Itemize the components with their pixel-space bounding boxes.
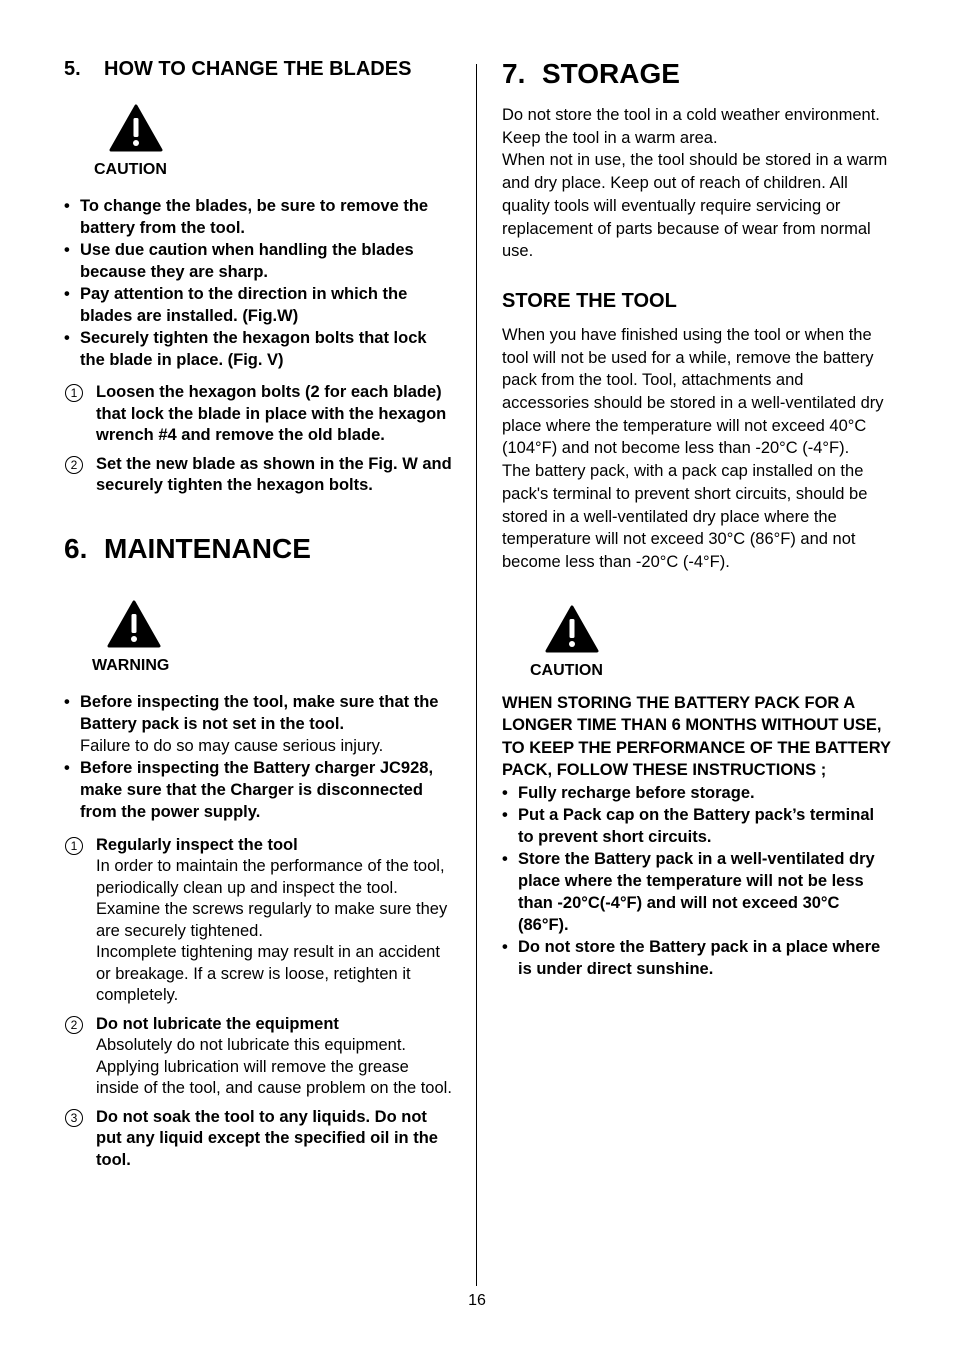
section-number: 5. — [64, 58, 81, 80]
list-item: • Put a Pack cap on the Battery pack’s terminal to prevent short circuits. — [502, 804, 894, 848]
step-line: Applying lubrication will remove the grease inside of the tool, and cause problem on the tool. — [96, 1057, 452, 1097]
blade-caution-list — [64, 195, 454, 371]
step-line: Incomplete tightening may result in an accident or breakage. If a screw is loose, retighten it completely. — [96, 943, 440, 1004]
bullet-normal-text: Failure to do so may cause serious injury. — [80, 736, 384, 755]
page-number: 16 — [468, 1292, 486, 1309]
step-line: Absolutely do not lubricate this equipment. — [96, 1036, 407, 1054]
bullet-bold-text: Before inspecting the tool, make sure that the Battery pack is not set in the tool. — [80, 692, 439, 733]
step-text: Loosen the hexagon bolts (2 for each blade) that lock the blade in place with the hexagon wrench #4 and remove the old blade. — [96, 383, 447, 444]
step-title: Do not soak the tool to any liquids. Do not put any liquid except the specified oil in the tool. — [96, 1107, 438, 1169]
step-text: Set the new blade as shown in the Fig. W and securely tighten the hexagon bolts. — [96, 454, 452, 494]
blade-step-2 — [64, 454, 454, 497]
store-the-tool-heading: STORE THE TOOL — [502, 289, 677, 312]
list-item — [64, 691, 454, 757]
caution-label: CAUTION — [530, 661, 603, 679]
storage-paragraph-1: Do not store the tool in a cold weather environment. Keep the tool in a warm area. — [502, 106, 880, 147]
battery-storage-notice-2: TO KEEP THE PERFORMANCE OF THE BATTERY PACK, FOLLOW THESE INSTRUCTIONS ; — [502, 738, 891, 780]
caution-label: CAUTION — [94, 161, 167, 178]
list-item: • Do not store the Battery pack in a place where is under direct sunshine. — [502, 936, 894, 980]
step-number: 2 — [65, 456, 83, 474]
step-number: 1 — [65, 837, 83, 855]
right-column — [502, 58, 894, 980]
step-number: 2 — [65, 1016, 83, 1034]
maintenance-step-3 — [64, 1107, 454, 1172]
storage-paragraph-3: When you have finished using the tool or when the tool will not be used for a while, remove the battery pack from the tool. Tool, attachments and accessories should be stored in a well-ventilated dry place where the temperature will not exceed 40°C (104°F) and not become less than -20°C (-4°F). — [502, 325, 884, 458]
caution-block — [530, 604, 894, 680]
step-number: 3 — [65, 1109, 83, 1127]
maintenance-warning-list — [64, 691, 454, 823]
list-item: • Use due caution when handling the blades because they are sharp. — [64, 239, 454, 283]
left-column — [64, 58, 454, 1171]
section-number: 6. — [64, 532, 88, 564]
column-divider — [476, 64, 477, 1286]
list-item: • To change the blades, be sure to remove the battery from the tool. — [64, 195, 454, 239]
section-title: HOW TO CHANGE THE BLADES — [104, 58, 412, 80]
battery-storage-notice-1: WHEN STORING THE BATTERY PACK FOR A LONGER TIME THAN 6 MONTHS WITHOUT USE, — [502, 693, 882, 735]
list-item: • Securely tighten the hexagon bolts that lock the blade in place. (Fig. V) — [64, 327, 454, 371]
battery-storage-list — [502, 782, 894, 980]
section-number: 7. — [502, 58, 526, 89]
warning-triangle-icon — [106, 599, 162, 649]
list-item: • Before inspecting the Battery charger JC928, make sure that the Charger is disconnected from the power supply. — [64, 757, 454, 823]
list-item: • Store the Battery pack in a well-ventilated dry place where the temperature will not be less than -20°C(-4°F) and will not exceed 30°C (86°F). — [502, 848, 894, 936]
blade-step-1 — [64, 382, 454, 447]
maintenance-step-2 — [64, 1014, 454, 1100]
warning-label: WARNING — [92, 656, 170, 674]
warning-triangle-icon — [544, 604, 600, 654]
maintenance-step-1 — [64, 835, 454, 1007]
step-title: Do not lubricate the equipment — [96, 1014, 339, 1033]
warning-block — [92, 599, 454, 675]
list-item: • Pay attention to the direction in which the blades are installed. (Fig.W) — [64, 283, 454, 327]
step-line: In order to maintain the performance of the tool, periodically clean up and inspect the tool. — [96, 857, 445, 897]
step-title: Regularly inspect the tool — [96, 835, 298, 854]
storage-paragraph-4: The battery pack, with a pack cap installed on the pack's terminal to prevent short circuits, should be stored in a well-ventilated dry place where the temperature will not exceed 30°C (86°F) and not become less than -20°C (-4°F). — [502, 462, 868, 571]
caution-block — [94, 103, 454, 179]
list-item: • Fully recharge before storage. — [502, 782, 894, 804]
section-title: STORAGE — [542, 58, 680, 89]
section-6-heading — [64, 533, 454, 565]
section-7-heading — [502, 58, 894, 90]
section-title: MAINTENANCE — [104, 532, 311, 564]
section-5-heading — [64, 58, 454, 81]
step-number: 1 — [65, 384, 83, 402]
warning-triangle-icon — [108, 103, 164, 153]
storage-paragraph-2: When not in use, the tool should be stored in a warm and dry place. Keep out of reach of children. All quality tools will eventually require servicing or replacement of parts because of wear from normal use. — [502, 151, 888, 261]
step-line: Examine the screws regularly to make sure they are securely tightened. — [96, 900, 448, 940]
